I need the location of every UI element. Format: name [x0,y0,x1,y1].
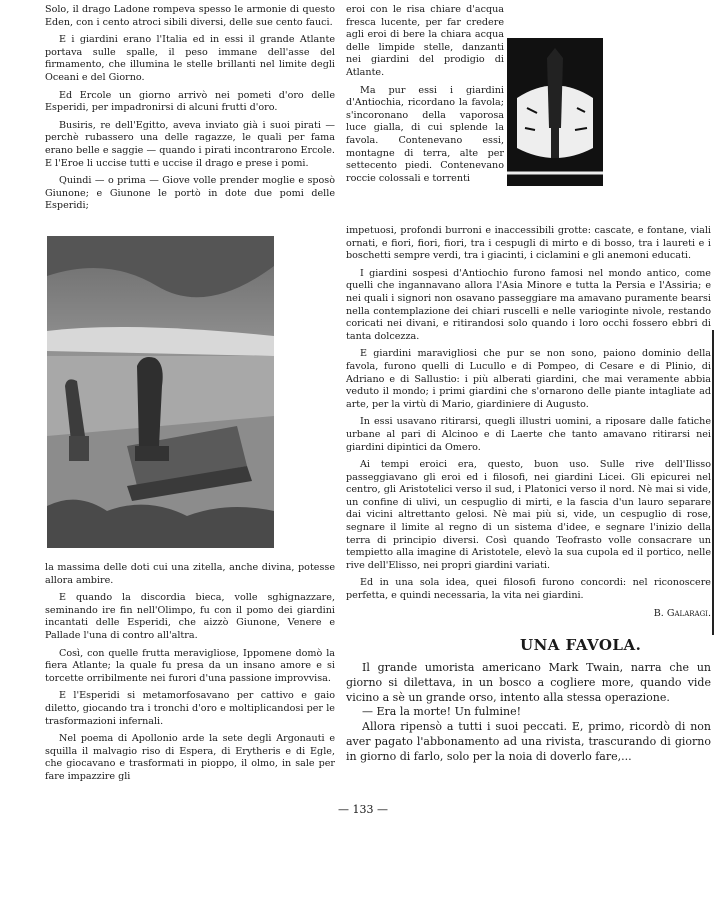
paragraph: E giardini maravigliosi che pur se non sono, paiono dominio della favola, furono quelli di Lucullo e di Pompeo, di Cesare e di Plinio, di Adriano e di Sallustio: i più alberati giardini, che mai veramente abbia veduto il mondo; i primi giardini che s'ornarono delle piante intagliate ad arte, per la virtù di Mario, giardiniere di Augusto. [346,348,711,410]
paragraph: la massima delle doti cui una zitella, anche divina, potesse allora ambire. [45,562,335,586]
paragraph: Ai tempi eroici era, questo, buon uso. Sulle rive dell'Ilisso passeggiavano gli eroi ed i filosofi, nei giardini Licei. Gli epicurei nel centro, gli Aristotelici verso il sud, i Platonici verso il nord. Nè mai si vide, un confine di ulivi, un cespuglio di mirti, e la fascia d'un lauro separare dai vicini altrettanto gelosi. Nè mai più si, vide, un cespuglio di rose, segnare il limite al regno di un sistema d'idee, e segnare l'inizio della terra di principio diversi. Così quando Teofrasto volle consacrare un tempietto alla imagine di Aristotele, elevò la sua cupola ed il portico, nelle rive dell'Elisso, nei propri giardini variati. [346,459,711,571]
woodcut-illustration [507,38,603,186]
paragraph: Allora ripensò a tutti i suoi peccati. E, primo, ricordò di non aver pagato l'abbonamento ad una rivista, trascurando di giorno in giorno di farlo, solo per la noia di doverlo fare,... [346,720,711,763]
paragraph: Ed Ercole un giorno arrivò nei pometi d'oro delle Esperidi, per impadronirsi di alcuni frutti d'oro. [45,89,335,114]
left-column-bottom [45,562,335,789]
column-rule [712,330,714,635]
paragraph: Busiris, re dell'Egitto, aveva inviato già i suoi pirati — perchè rubassero una delle ragazze, le quali per fama erano belle e saggie — quando i pirati incontrarono Ercole. E l'Eroe li uccise tutti e uccise il drago e prese i pomi. [45,119,335,169]
section-title: UNA FAVOLA. [520,636,642,654]
favola-text [346,661,711,765]
paragraph: impetuosi, profondi burroni e inaccessibili grotte: cascate, e fontane, viali ornati, e fiori, fiori, fiori, tra i cespugli di mirto e di bosso, tra i laureti e i boschetti sempre verdi, tra i giacinti, i ciclamini e gli anemoni educati. [346,225,711,262]
paragraph: Nel poema di Apollonio arde la sete degli Argonauti e squilla il malvagio riso di Espera, di Erytheris e di Egle, che giocavano e trasformati in pioppo, il olmo, in sale per fare impazzire gli [45,733,335,782]
paragraph: Il grande umorista americano Mark Twain, narra che un giorno si dilettava, in un bosco a cogliere more, quando vide vicino a sè un grande orso, intento alla stessa operazione. [346,661,711,704]
paragraph: — Era la morte! Un fulmine! [362,705,522,719]
paragraph: Così, con quelle frutta meravigliose, Ippomene domò la fiera Atlante; la quale fu presa da un insano amore e si torcette orribilmente nei furori d'una passione improvvisa. [45,647,335,684]
paragraph: Quindi — o prima — Giove volle prender moglie e sposò Giunone; e Giunone le portò in dote due pomi delle Esperidi; [45,175,335,212]
paragraph: Ed in una sola idea, quei filosofi furono concordi: nel riconoscere perfetta, e quindi necessaria, la vita nei giardini. [346,577,711,602]
left-column-top [45,4,335,218]
paragraph: Ma pur essi i giardini d'Antiochia, ricordano la favola; s'incoronano della vaporosa luce gialla, di cui splende la favola. Contenevano essi, montagne di terra, alte per settecento piedi. Contenevano roccie colossali e torrenti [346,84,504,184]
page-number: — 133 — [338,803,388,816]
paragraph: In essi usavano ritirarsi, quegli illustri uomini, a riposare dalle fatiche urbane al pari di Alcinoo e di Laerte che tanto amavano ritirarsi nei giardini dipintici da Omero. [346,416,711,453]
paragraph: E i giardini erano l'Italia ed in essi il grande Atlante portava sulle spalle, il peso immane dell'asse del firmamento, che illumina le stelle brillanti nel limite degli Oceani e del Giorno. [45,34,335,83]
right-column-main [346,225,711,620]
statues-illustration [47,236,274,548]
paragraph: Solo, il drago Ladone rompeva spesso le armonie di questo Eden, con i cento atroci sibili diversi, delle sue cento fauci. [45,4,335,28]
paragraph: E l'Esperidi si metamorfosavano per cattivo e gaio diletto, giocando tra i tronchi d'oro e moltiplicandosi per le trasformazioni infernali. [45,690,335,727]
paragraph: I giardini sospesi d'Antiochio furono famosi nel mondo antico, come quelli che ingannavano allora l'Asia Minore e tutta la Persia e l'Assiria; e nei quali i signori non osavano passeggiare ma amavano puramente bearsi nella contemplazione dei chiari ruscelli e nelle varioginte nivole, restando coricati nei divani, e ritirandosi solo quando i loro occhi fossero ebbri di tanta dolcezza. [346,267,711,342]
author-signature: B. Galaragi. [653,607,711,619]
right-column-top [346,4,504,190]
paragraph: E quando la discordia bieca, volle sghignazzare, seminando ire fin nell'Olimpo, fu con il pomo dei giardini incantati delle Esperidi, che aizzò Giunone, Venere e Pallade l'una di contro all'altra. [45,592,335,641]
paragraph: eroi con le risa chiare d'acqua fresca lucente, per far credere agli eroi di bere la chiara acqua delle limpide stelle, danzanti nei giardini del prodigio di Atlante. [346,4,504,78]
